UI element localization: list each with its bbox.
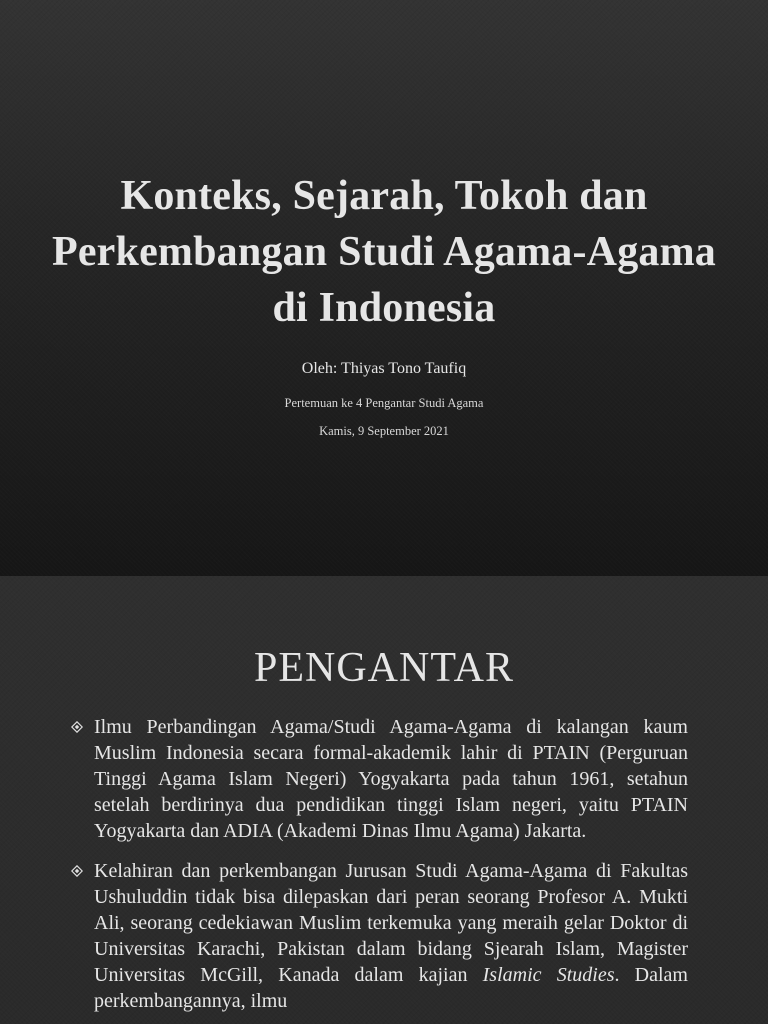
pengantar-slide xyxy=(0,576,768,1024)
date-line: Kamis, 9 September 2021 xyxy=(319,424,449,438)
slide-title: PENGANTAR xyxy=(254,645,514,691)
bullet-text: Ilmu Perbandingan Agama/Studi Agama-Agama di kalangan kaum Muslim Indonesia secara formal-akademik lahir di PTAIN (Perguruan Tinggi Agama Islam Negeri) Yogyakarta pada tahun 1961, setahun setelah berdirinya dua pendidikan tinggi Islam negeri, yaitu PTAIN Yogyakarta dan ADIA (Akademi Dinas Ilmu Agama) Jakarta. xyxy=(94,716,688,842)
presentation-title: Konteks, Sejarah, Tokoh dan Perkembangan Studi Agama-Agama di Indonesia xyxy=(51,173,717,331)
bullet-text-part: . Dalam perkembangannya, ilmu xyxy=(94,964,688,1012)
italic-term: Islamic Studies xyxy=(482,964,615,986)
bullet-text-part: Kelahiran dan perkembangan Jurusan Studi Agama-Agama di Fakultas Ushuluddin tidak bisa dilepaskan dari peran seorang Profesor A. Mukti Ali, seorang cedekiawan Muslim terkemuka yang meraih gelar Doktor di Universitas Karachi, Pakistan dalam bidang Sjearah Islam, Magister Universitas McGill, Kanada dalam kajian xyxy=(94,860,688,986)
author-line: Oleh: Thiyas Tono Taufiq xyxy=(301,360,467,377)
bullet-text xyxy=(94,858,688,1014)
diamond-bullet-icon xyxy=(71,721,83,733)
bullet-list xyxy=(68,714,688,1024)
list-item xyxy=(68,714,688,844)
diamond-bullet-icon xyxy=(71,865,83,877)
meeting-line: Pertemuan ke 4 Pengantar Studi Agama xyxy=(284,396,484,410)
list-item xyxy=(68,858,688,1014)
